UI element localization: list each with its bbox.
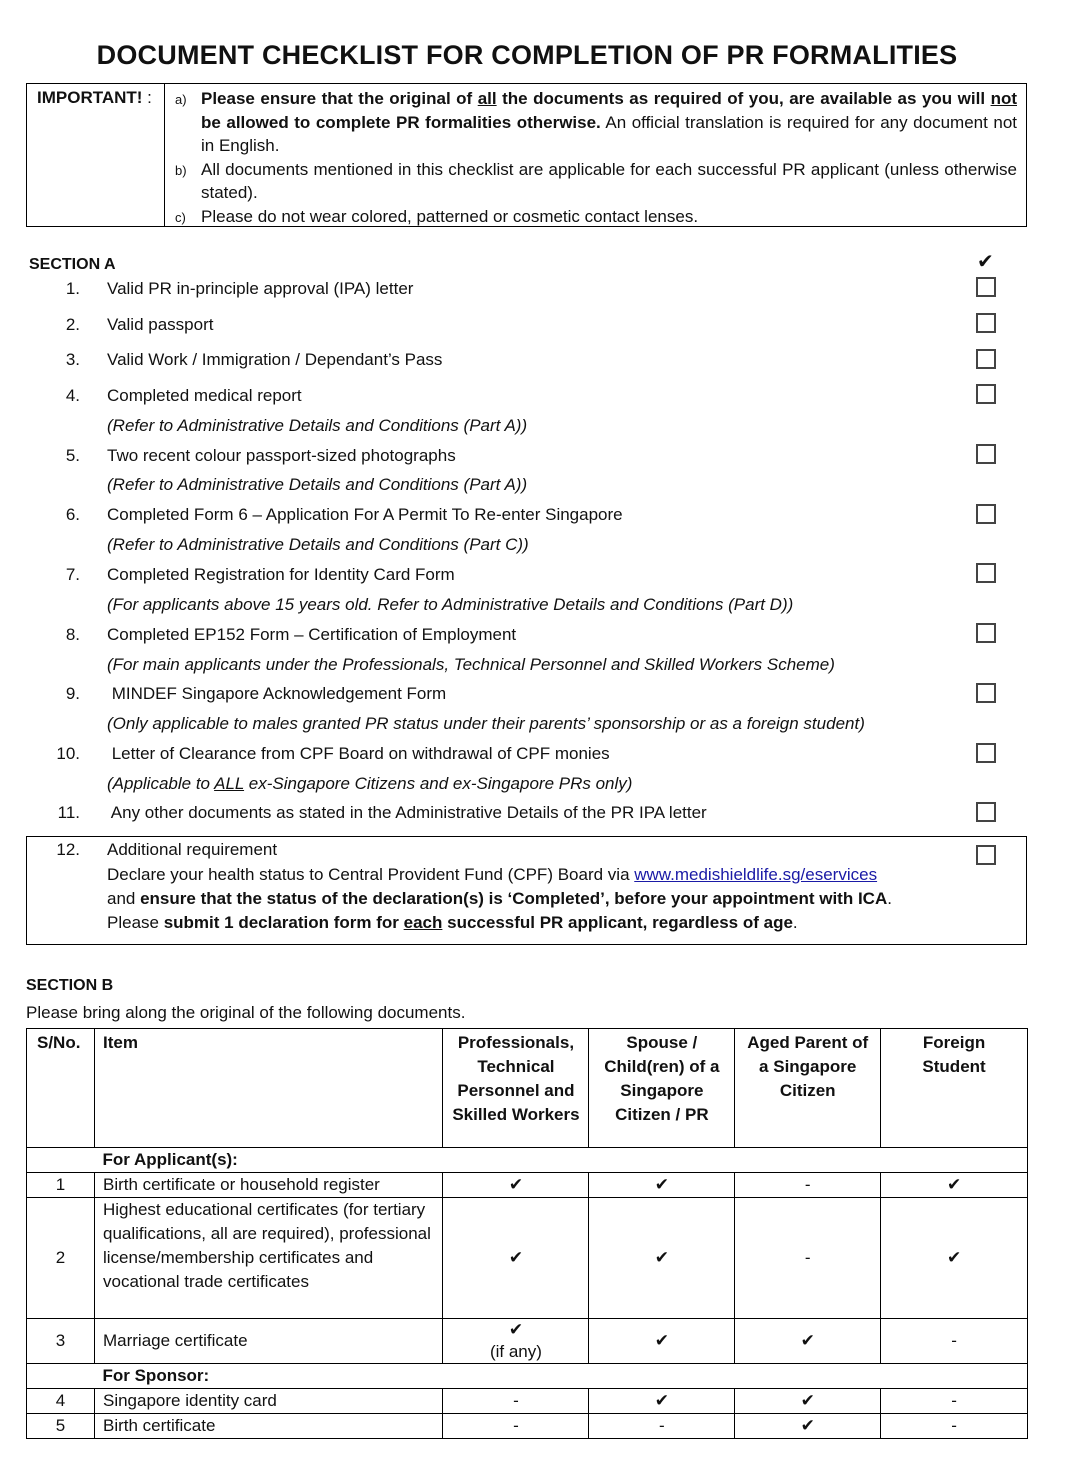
section-b-heading: SECTION B (26, 977, 114, 994)
important-list (175, 87, 1017, 228)
check-mark-icon: ✔ (589, 1389, 735, 1414)
check-mark-icon: ✔ (443, 1198, 589, 1319)
checkbox-item-10[interactable] (976, 743, 996, 763)
checkbox-item-11[interactable] (976, 802, 996, 822)
checkbox-item-6[interactable] (976, 504, 996, 524)
group-row-applicant (27, 1148, 1028, 1173)
header-sno: S/No. (27, 1029, 95, 1148)
check-mark-icon: ✔ (881, 1173, 1028, 1198)
header-aged-parent: Aged Parent of a Singapore Citizen (735, 1029, 881, 1148)
group-row-sponsor (27, 1364, 1028, 1389)
important-item-b: b) All documents mentioned in this checklist are applicable for each successful PR applicant (unless otherwise stated). (175, 159, 1017, 202)
page-title: DOCUMENT CHECKLIST FOR COMPLETION OF PR FORMALITIES (96, 40, 958, 70)
check-mark-icon: ✔ (589, 1198, 735, 1319)
checkbox-item-7[interactable] (976, 563, 996, 583)
documents-table (26, 1028, 1028, 1439)
section-a-item-6: 6. Completed Form 6 – Application For A Permit To Re-enter Singapore (Refer to Administrative Details and Conditions (Part C)) (65, 505, 623, 554)
item-12-description: Declare your health status to Central Provident Fund (CPF) Board via www.medishieldlife.sg/eservices and ensure that the status of the declaration(s) is ‘Completed’, before your appointment with ICA. Please submit 1 declaration form for each successful PR applicant, regardless of age. (107, 865, 892, 932)
important-item-a: a) Please ensure that the original of all the documents as required of you, are available as you will not be allowed to complete PR formalities otherwise. An official translation is required for any document not in English. (175, 89, 1017, 155)
header-professionals: Professionals, Technical Personnel and Skilled Workers (443, 1029, 589, 1148)
section-a-item-2: 2. Valid passport (65, 315, 214, 334)
table-header-row (27, 1029, 1028, 1148)
check-mark-icon: ✔ (735, 1414, 881, 1439)
check-mark-icon: ✔ (735, 1319, 881, 1364)
section-a-item-9: 9. MINDEF Singapore Acknowledgement Form (Only applicable to males granted PR status under their parents’ sponsorship or as a foreign student) (65, 684, 865, 733)
section-a-heading: SECTION A (29, 256, 116, 273)
check-header-icon: ✔ (977, 251, 994, 273)
table-row: 3 Marriage certificate ✔ (if any) ✔ ✔ - (27, 1319, 1028, 1364)
section-b-intro: Please bring along the original of the following documents. (26, 1003, 466, 1022)
if-any-note: (if any) (489, 1342, 542, 1361)
check-mark-icon: ✔ (589, 1173, 735, 1198)
checkbox-item-4[interactable] (976, 384, 996, 404)
checkbox-item-2[interactable] (976, 313, 996, 333)
section-a-item-11: 11. Any other documents as stated in the Administrative Details of the PR IPA letter (57, 803, 707, 822)
table-row: 2 Highest educational certificates (for tertiary qualifications, all are required), professional license/membership certificates and vocational trade certificates ✔ ✔ - ✔ (27, 1198, 1028, 1319)
important-box (26, 83, 1027, 227)
section-a-item-5: 5. Two recent colour passport-sized photographs (Refer to Administrative Details and Conditions (Part A)) (65, 446, 528, 494)
section-a-item-10: 10. Letter of Clearance from CPF Board on withdrawal of CPF monies (Applicable to ALL ex-Singapore Citizens and ex-Singapore PRs only) (56, 744, 633, 793)
check-mark-icon: ✔ (589, 1319, 735, 1364)
section-a-item-7: 7. Completed Registration for Identity Card Form (For applicants above 15 years old. Refer to Administrative Details and Conditions (Part D)) (65, 565, 794, 614)
section-a-item-3: 3. Valid Work / Immigration / Dependant’s Pass (65, 350, 443, 369)
check-mark-icon: ✔ (735, 1389, 881, 1414)
table-row: 1 Birth certificate or household register ✔ ✔ - ✔ (27, 1173, 1028, 1198)
section-a-item-12: 12. Additional requirement (56, 840, 278, 859)
group-label-applicant: For Applicant(s): (94, 1148, 1027, 1173)
group-label-sponsor: For Sponsor: (94, 1364, 1027, 1389)
header-foreign-student: Foreign Student (881, 1029, 1028, 1148)
checkbox-item-3[interactable] (976, 349, 996, 369)
checkbox-item-9[interactable] (976, 683, 996, 703)
checkbox-item-12[interactable] (976, 845, 996, 865)
table-row: 4 Singapore identity card - ✔ ✔ - (27, 1389, 1028, 1414)
important-item-c: c) Please do not wear colored, patterned or cosmetic contact lenses. (175, 206, 699, 226)
section-a-item-4: 4. Completed medical report (Refer to Administrative Details and Conditions (Part A)) (65, 386, 528, 435)
checkbox-item-1[interactable] (976, 277, 996, 297)
medishieldlife-link[interactable]: www.medishieldlife.sg/eservices (634, 865, 878, 884)
table-row: 5 Birth certificate - - ✔ - (27, 1414, 1028, 1439)
section-a-item-1: 1. Valid PR in-principle approval (IPA) letter (65, 279, 414, 298)
check-mark-icon: ✔ (881, 1198, 1028, 1319)
header-spouse-children: Spouse / Child(ren) of a Singapore Citizen / PR (589, 1029, 735, 1148)
header-item: Item (94, 1029, 442, 1148)
checkbox-item-8[interactable] (976, 623, 996, 643)
important-label: IMPORTANT! : (27, 84, 165, 226)
checkbox-item-5[interactable] (976, 444, 996, 464)
check-mark-icon: ✔ (443, 1173, 589, 1198)
check-mark-icon: ✔ (508, 1320, 524, 1339)
section-a-item-8: 8. Completed EP152 Form – Certification of Employment (For main applicants under the Professionals, Technical Personnel and Skilled Workers Scheme) (65, 625, 835, 674)
